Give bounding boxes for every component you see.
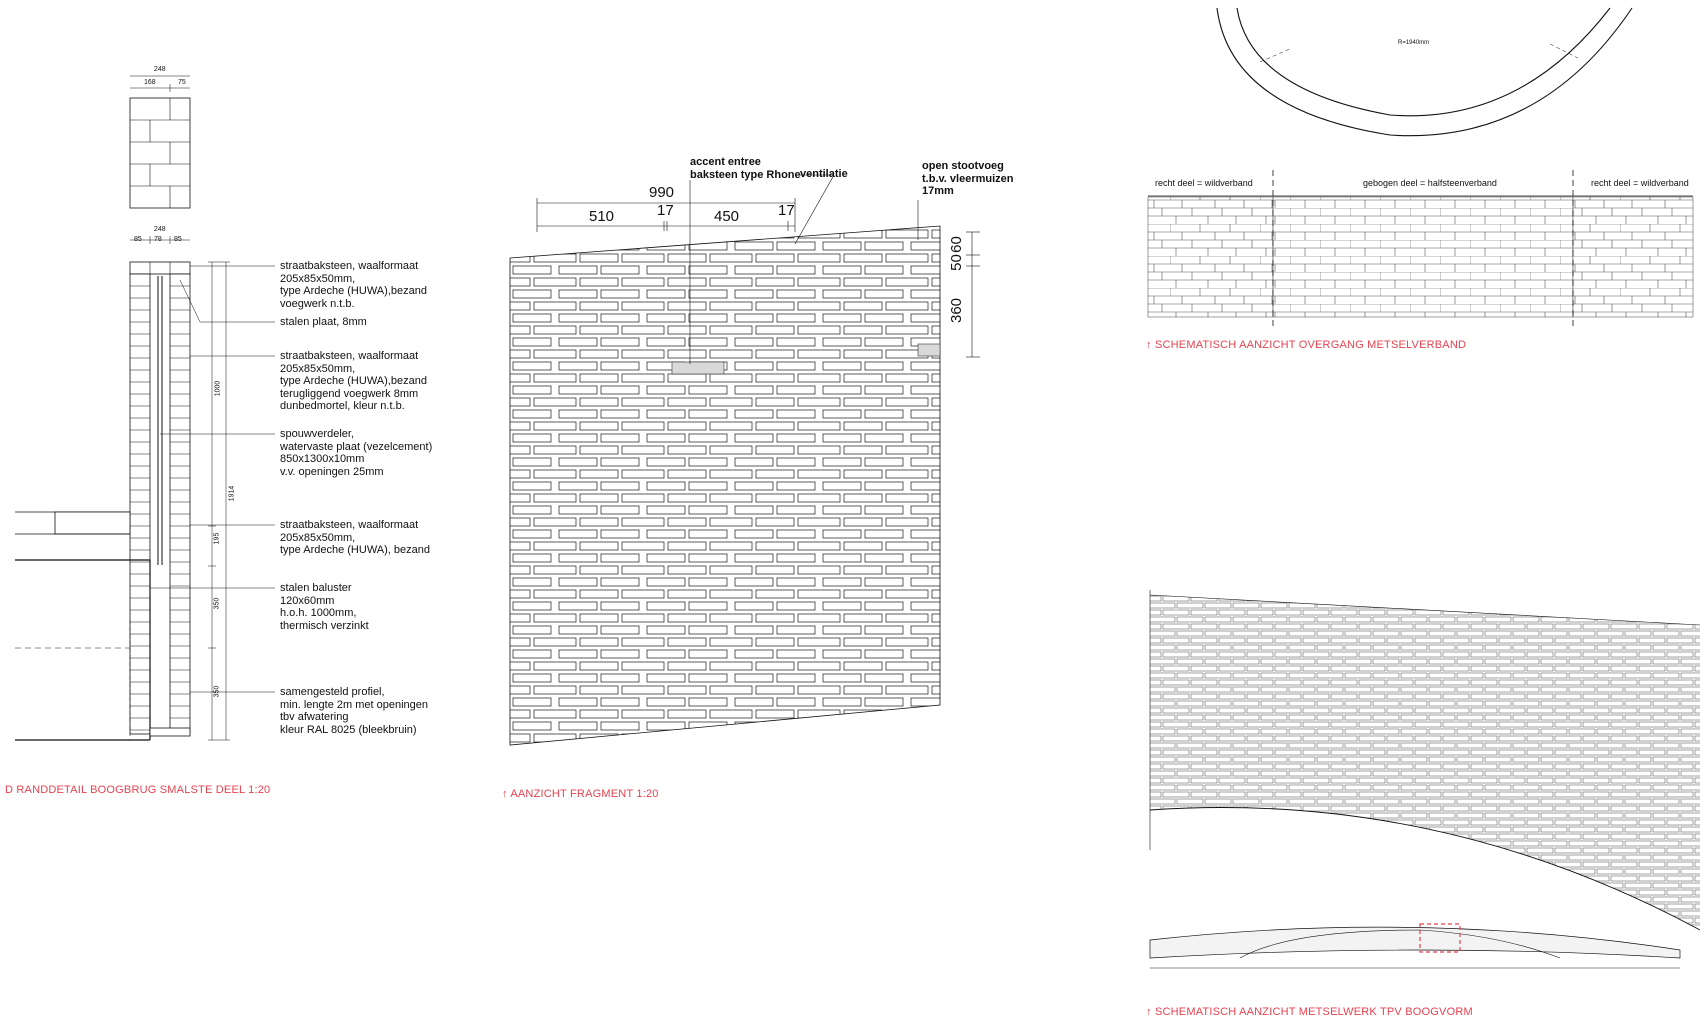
label-ventilatie: ventilatie (800, 168, 848, 180)
dim-left-top: 168 (144, 79, 156, 86)
dim-990: 990 (649, 184, 675, 201)
caption-arch-text: SCHEMATISCH AANZICHT METSELWERK TPV BOOGVORM (1154, 1006, 1473, 1018)
label-gebogen: gebogen deel = halfsteenverband (1363, 178, 1497, 188)
caption-fragment (502, 788, 659, 800)
note-paver-side: straatbaksteen, waalformaat 205x85x50mm, type Ardeche (HUWA), bezand (280, 519, 430, 556)
arrow-up-icon: ↑ (1146, 339, 1152, 351)
note-cavity-divider: spouwverdeler, watervaste plaat (vezelcement) 850x1300x10mm v.v. openingen 25mm (280, 428, 433, 478)
ventilation-brick (918, 344, 940, 356)
transition-view (1148, 170, 1693, 330)
label-accent-entree: accent entree baksteen type Rhone (690, 156, 801, 181)
note-paver-top: straatbaksteen, waalformaat 205x85x50mm, type Ardeche (HUWA),bezand voegwerk n.t.b. (280, 260, 427, 310)
arch-view (1150, 590, 1700, 968)
dim-right-top: 75 (178, 79, 186, 86)
label-stootvoeg: open stootvoeg t.b.v. vleermuizen 17mm (922, 160, 1014, 197)
dim-17-a: 17 (657, 202, 674, 219)
label-radius: R=1940mm (1398, 40, 1430, 46)
note-profile: samengesteld profiel, min. lengte 2m met openingen tbv afwatering kleur RAL 8025 (bleekbruin) (280, 686, 428, 736)
label-recht-left: recht deel = wildverband (1155, 178, 1253, 188)
dim-coping-total: 248 (154, 226, 166, 233)
caption-section-detail-text: D RANDDETAIL BOOGBRUG SMALSTE DEEL 1:20 (5, 784, 271, 796)
label-recht-right: recht deel = wildverband (1591, 178, 1689, 188)
caption-arch (1146, 1006, 1473, 1018)
curved-plan (1217, 8, 1632, 136)
caption-transition-text: SCHEMATISCH AANZICHT OVERGANG METSELVERBAND (1154, 339, 1467, 351)
dim-coping-b: 78 (154, 236, 162, 243)
caption-section-detail (5, 784, 270, 796)
dim-overall: 1914 (228, 485, 236, 502)
arrow-up-icon: ↑ (502, 788, 508, 800)
caption-transition (1146, 339, 1466, 351)
dim-upper: 1000 (214, 380, 222, 397)
dim-coping-c: 85 (174, 236, 182, 243)
section-detail (15, 76, 275, 740)
fragment-view (510, 175, 980, 746)
dim-195: 195 (213, 532, 221, 545)
dim-17-b: 17 (778, 202, 795, 219)
note-steel-plate: stalen plaat, 8mm (280, 316, 367, 328)
dim-50: 50 (947, 254, 965, 271)
caption-fragment-text: AANZICHT FRAGMENT 1:20 (510, 788, 659, 800)
accent-brick (672, 362, 724, 374)
dim-450: 450 (714, 208, 740, 225)
note-steel-baluster: stalen baluster 120x60mm h.o.h. 1000mm, thermisch verzinkt (280, 582, 369, 632)
dim-350-a: 350 (213, 597, 221, 610)
arrow-up-icon: ↑ (1146, 1006, 1152, 1018)
dim-350-b: 350 (213, 685, 221, 698)
dim-360: 360 (948, 297, 966, 324)
dim-coping-a: 85 (134, 236, 142, 243)
dim-total-top: 248 (154, 66, 166, 73)
dim-510: 510 (589, 208, 615, 225)
note-paver-joint: straatbaksteen, waalformaat 205x85x50mm, type Ardeche (HUWA),bezand terugliggend voegwerk 8mm dunbedmortel, kleur n.t.b. (280, 350, 427, 412)
dim-60: 60 (947, 236, 965, 253)
